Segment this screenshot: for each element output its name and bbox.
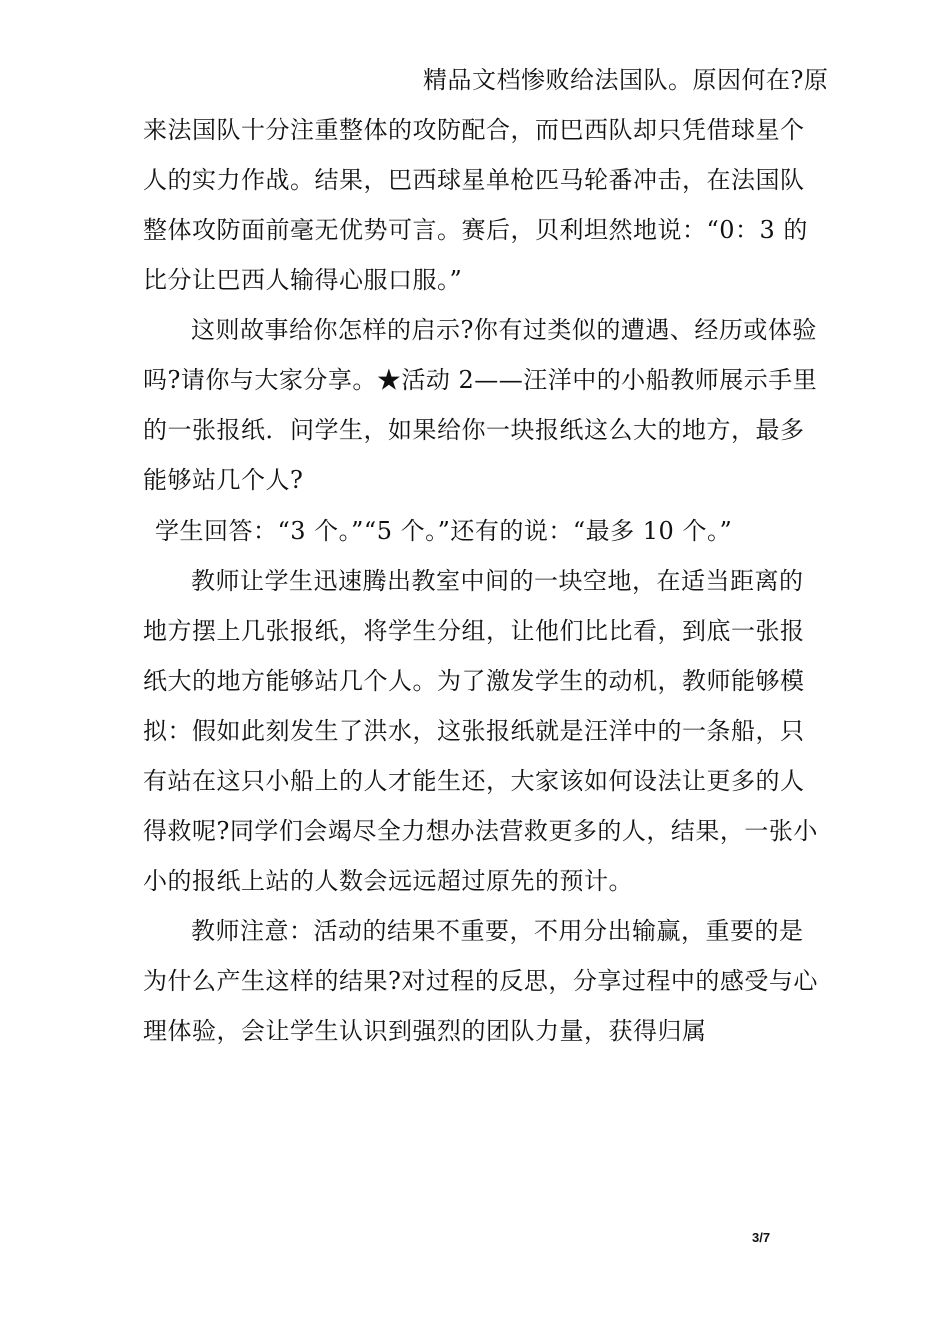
text-line-6: 这则故事给你怎样的启示?你有过类似的遭遇、经历或体验 xyxy=(191,316,817,344)
text-line-4: 整体攻防面前毫无优势可言。赛后，贝利坦然地说：“0：3 的 xyxy=(143,216,808,244)
text-line-8: 的一张报纸．问学生，如果给你一块报纸这么大的地方，最多 xyxy=(143,416,805,444)
text-line-7: 吗?请你与大家分享。★活动 2——汪洋中的小船教师展示手里 xyxy=(143,366,818,394)
text-line-19: 为什么产生这样的结果?对过程的反思，分享过程中的感受与心 xyxy=(143,967,818,995)
text-line-13: 纸大的地方能够站几个人。为了激发学生的动机，教师能够模 xyxy=(143,667,805,695)
text-line-12: 地方摆上几张报纸，将学生分组，让他们比比看，到底一张报 xyxy=(143,617,805,645)
text-line-20: 理体验，会让学生认识到强烈的团队力量，获得归属 xyxy=(143,1017,707,1045)
text-line-3: 人的实力作战。结果，巴西球星单枪匹马轮番冲击，在法国队 xyxy=(143,166,805,194)
text-line-10: 学生回答：“3 个。”“5 个。”还有的说：“最多 10 个。” xyxy=(155,517,733,545)
text-line-5: 比分让巴西人输得心服口服。” xyxy=(143,266,463,294)
text-line-17: 小的报纸上站的人数会远远超过原先的预计。 xyxy=(143,867,633,895)
text-line-14: 拟：假如此刻发生了洪水，这张报纸就是汪洋中的一条船，只 xyxy=(143,717,805,745)
header-line xyxy=(423,64,828,96)
text-line-2: 来法国队十分注重整体的攻防配合，而巴西队却只凭借球星个 xyxy=(143,116,805,144)
text-line-11: 教师让学生迅速腾出教室中间的一块空地，在适当距离的 xyxy=(191,567,804,595)
header-watermark-text: 精品文档 xyxy=(423,66,521,94)
text-line-9: 能够站几个人? xyxy=(143,466,304,494)
text-line-1: 惨败给法国队。原因何在?原 xyxy=(521,66,829,94)
text-line-18: 教师注意：活动的结果不重要，不用分出输赢，重要的是 xyxy=(191,917,804,945)
text-line-16: 得救呢?同学们会竭尽全力想办法营救更多的人，结果，一张小 xyxy=(143,817,818,845)
page-number: 3/7 xyxy=(752,1230,771,1245)
text-line-15: 有站在这只小船上的人才能生还，大家该如何设法让更多的人 xyxy=(143,767,805,795)
